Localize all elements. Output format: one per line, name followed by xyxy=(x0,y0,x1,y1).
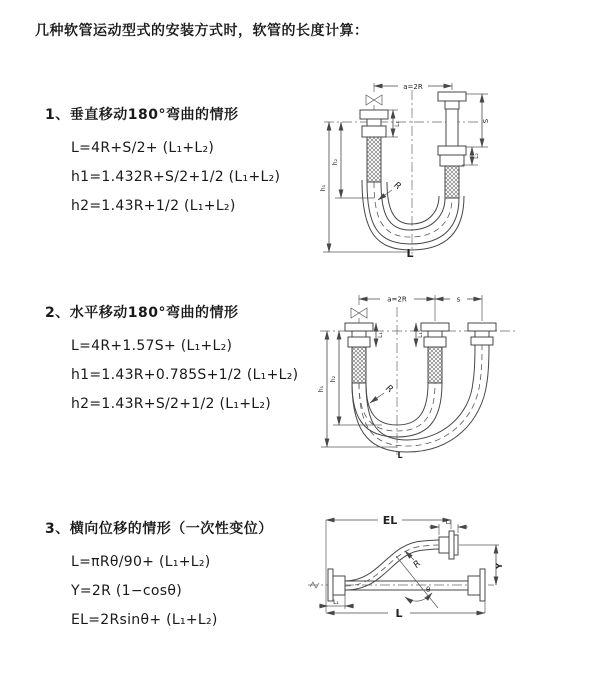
dimension-s xyxy=(435,295,482,321)
left-flange xyxy=(328,569,345,601)
right-flange-straight xyxy=(468,569,485,601)
braided-hose-section xyxy=(428,347,442,383)
length-label: L xyxy=(397,451,403,459)
dim-label-el: EL xyxy=(382,514,398,527)
dimension-l xyxy=(326,601,485,620)
dim-label-y: Y xyxy=(495,563,504,569)
braided-hose-section xyxy=(367,137,381,182)
right-flange-displaced xyxy=(439,531,458,559)
hose-straight xyxy=(345,581,468,590)
valve-icon xyxy=(366,95,382,110)
page-title: 几种软管运动型式的安装方式时，软管的长度计算： xyxy=(35,23,369,39)
dim-label-l1: L₁ xyxy=(333,599,339,606)
dimension-a-2r xyxy=(374,83,452,92)
dimension-s xyxy=(466,94,490,147)
dim-label-s: s xyxy=(456,295,461,304)
diagram-vertical-180-bend xyxy=(312,76,600,258)
length-label: L xyxy=(406,247,414,258)
valve-icon xyxy=(351,308,367,323)
dimension-l1 xyxy=(319,595,354,609)
moving-end-fitting-position-1 xyxy=(421,323,449,383)
formula-h1: h1=1.432R+S/2+1/2 (L₁+L₂) xyxy=(71,169,281,185)
dim-label-a2r: a=2R xyxy=(387,295,407,304)
dim-label-l2: L₂ xyxy=(473,153,480,159)
dim-label-l: L xyxy=(395,607,403,620)
dim-label-l1: L₁ xyxy=(417,332,424,338)
moving-end-fitting-position-2 xyxy=(468,323,496,345)
dim-label-h1: h₁ xyxy=(320,184,327,192)
section-3-heading: 3、横向位移的情形（一次性变位） xyxy=(45,521,273,537)
dim-label-s: S xyxy=(482,118,490,124)
dim-label-h1: h₁ xyxy=(318,385,325,393)
formula-length: L=4R+1.57S+ (L₁+L₂) xyxy=(71,338,233,354)
section-lateral-displacement xyxy=(45,518,273,641)
hose-u-bend-position-2 xyxy=(352,345,489,452)
formula-el: EL=2Rsinθ+ (L₁+L₂) xyxy=(71,612,218,628)
dim-label-a2r: a=2R xyxy=(403,83,423,91)
hose-s-curve xyxy=(345,540,439,590)
dim-label-h2: h₂ xyxy=(330,375,337,383)
left-end-fitting xyxy=(360,110,388,182)
formula-h1: h1=1.43R+0.785S+1/2 (L₁+L₂) xyxy=(71,367,299,383)
formula-h2: h2=1.43R+S/2+1/2 (L₁+L₂) xyxy=(71,396,272,412)
dim-label-l1: L₁ xyxy=(394,121,401,127)
fixed-end-fitting xyxy=(345,323,373,383)
formula-h2: h2=1.43R+1/2 (L₁+L₂) xyxy=(71,198,236,214)
radius-label: R xyxy=(411,558,424,571)
dimension-l1 xyxy=(376,323,384,347)
formula-y: Y=2R (1−cosθ) xyxy=(71,583,182,599)
dim-label-h2: h₂ xyxy=(332,158,339,166)
radius-leader xyxy=(405,551,423,570)
radius-leader xyxy=(370,383,395,403)
diagram-horizontal-180-bend xyxy=(312,287,600,459)
right-end-fitting xyxy=(438,92,466,198)
radius-label: R xyxy=(391,180,403,193)
dim-label-l2: L₂ xyxy=(445,519,452,526)
section-2-heading: 2、水平移动180°弯曲的情形 xyxy=(45,305,239,321)
braided-hose-section xyxy=(352,347,366,383)
angle-label: θ xyxy=(426,586,431,594)
radius-label: R xyxy=(383,383,395,396)
section-horizontal-movement xyxy=(45,302,298,425)
section-1-heading: 1、垂直移动180°弯曲的情形 xyxy=(45,107,239,123)
formula-length: L=4R+S/2+ (L₁+L₂) xyxy=(71,140,215,156)
diagram-lateral-displacement xyxy=(298,500,598,665)
formula-length: L=πRθ/90+ (L₁+L₂) xyxy=(71,554,211,570)
dim-label-l1: L₁ xyxy=(377,332,384,338)
break-mark xyxy=(310,582,319,588)
section-vertical-movement xyxy=(45,104,280,227)
braided-hose-section xyxy=(445,166,459,198)
